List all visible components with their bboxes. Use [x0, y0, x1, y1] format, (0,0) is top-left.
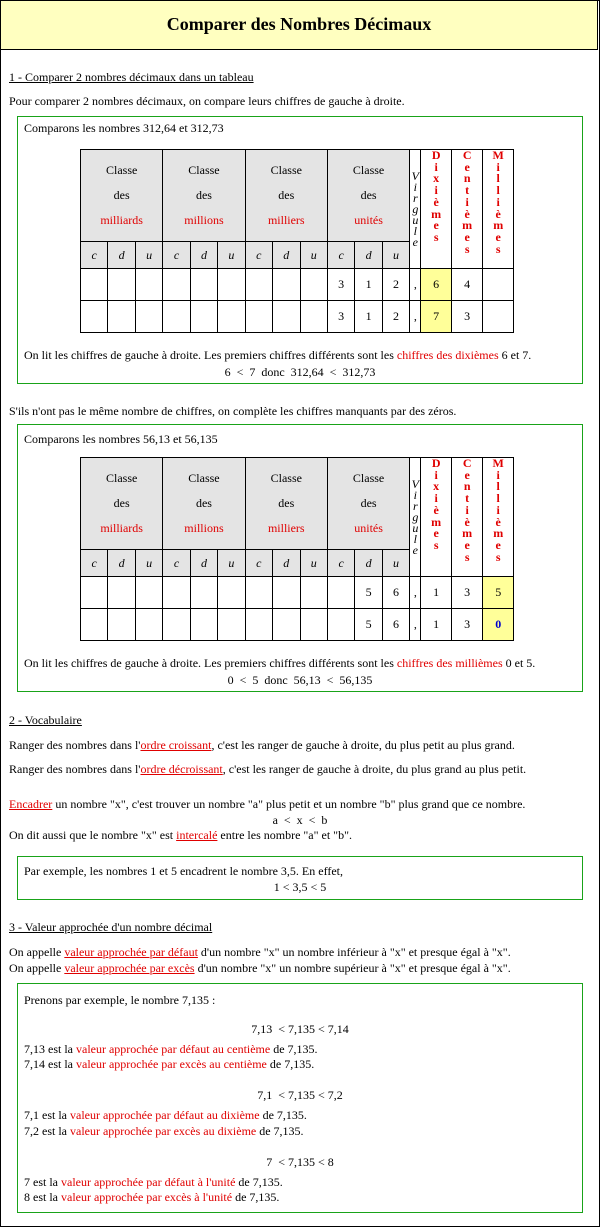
- table-cell: [135, 301, 162, 333]
- table-cell: 1: [421, 577, 451, 609]
- table-cell: 5: [483, 577, 514, 609]
- table-cell: [245, 301, 272, 333]
- class-header-2: Classe des milliers: [245, 458, 327, 550]
- approx-centieme-exces: 7,14 est la valeur approchée par excès au centième de 7,135.: [24, 1057, 315, 1071]
- table-cell: 2: [382, 269, 409, 301]
- class-header-0: Classe des milliards: [81, 458, 163, 550]
- table-cell: 6: [382, 577, 409, 609]
- table-cell: [327, 577, 354, 609]
- example2-title: Comparons les nombres 56,13 et 56,135: [24, 432, 218, 446]
- table-cell: ,: [410, 609, 421, 641]
- table-cell: [273, 577, 300, 609]
- subcolumn-label: c: [81, 550, 108, 577]
- encadrer-formula: a < x < b: [272, 813, 328, 827]
- section2-heading: 2 - Vocabulaire: [9, 713, 82, 727]
- virgule-header: V i r g u l e: [410, 150, 421, 269]
- virgule-header: V i r g u l e: [410, 458, 421, 577]
- table-cell: 2: [382, 301, 409, 333]
- table-cell: [81, 269, 108, 301]
- milliemes-header: M i l l i è m e s: [483, 458, 514, 577]
- dixiemes-header: D i x i è m e s: [421, 150, 451, 269]
- encadrer-link[interactable]: Encadrer: [9, 797, 53, 811]
- example1-text: On lit les chiffres de gauche à droite. Les premiers chiffres différents sont les chiffres des dixièmes 6 et 7.: [24, 348, 532, 362]
- table-cell: 1: [421, 609, 451, 641]
- class-header-1: Classe des millions: [163, 458, 245, 550]
- class-header-2: Classe des milliers: [245, 150, 327, 242]
- subcolumn-label: d: [190, 242, 217, 269]
- table-cell: [483, 269, 514, 301]
- subcolumn-label: d: [108, 242, 135, 269]
- table-cell: [327, 609, 354, 641]
- approx-dixieme-formula: 7,1 < 7,135 < 7,2: [257, 1088, 343, 1102]
- encadrer-text: Encadrer un nombre "x", c'est trouver un nombre "a" plus petit et un nombre "b" plus grand que ce nombre.: [9, 797, 526, 811]
- subcolumn-label: c: [245, 242, 272, 269]
- table-cell: ,: [410, 301, 421, 333]
- approx-dixieme-exces: 7,2 est la valeur approchée par excès au dixième de 7,135.: [24, 1124, 304, 1138]
- subcolumn-label: c: [327, 550, 354, 577]
- table-cell: ,: [410, 269, 421, 301]
- table-cell: [218, 609, 245, 641]
- intercale-link[interactable]: intercalé: [176, 828, 218, 842]
- table-cell: 3: [451, 609, 483, 641]
- table-cell: [483, 301, 514, 333]
- example2-text: On lit les chiffres de gauche à droite. Les premiers chiffres différents sont les chiffres des millièmes 0 et 5.: [24, 656, 536, 670]
- approx-dixieme-defaut: 7,1 est la valeur approchée par défaut au dixième de 7,135.: [24, 1108, 307, 1122]
- section1-heading: 1 - Comparer 2 nombres décimaux dans un tableau: [9, 70, 254, 84]
- intercale-text: On dit aussi que le nombre "x" est intercalé entre les nombre "a" et "b".: [9, 828, 352, 842]
- table-cell: [81, 301, 108, 333]
- example2-conclusion: 0 < 5 donc 56,13 < 56,135: [227, 673, 373, 687]
- table-cell: [218, 301, 245, 333]
- approx-unite-exces: 8 est la valeur approchée par excès à l'unité de 7,135.: [24, 1190, 280, 1204]
- table-cell: ,: [410, 577, 421, 609]
- subcolumn-label: d: [273, 550, 300, 577]
- section3-heading: 3 - Valeur approchée d'un nombre décimal: [9, 920, 213, 934]
- table-cell: [108, 577, 135, 609]
- subcolumn-label: u: [300, 550, 327, 577]
- subcolumn-label: u: [135, 550, 162, 577]
- place-value-table-1: [80, 149, 514, 333]
- subcolumn-label: d: [273, 242, 300, 269]
- table-cell: [273, 609, 300, 641]
- approx-centieme-formula: 7,13 < 7,135 < 7,14: [251, 1022, 349, 1036]
- table-cell: [300, 269, 327, 301]
- class-header-0: Classe des milliards: [81, 150, 163, 242]
- table-cell: [108, 301, 135, 333]
- table-cell: 0: [483, 609, 514, 641]
- table-cell: 3: [327, 301, 354, 333]
- class-header-3: Classe des unités: [327, 458, 409, 550]
- class-header-1: Classe des millions: [163, 150, 245, 242]
- table-cell: [218, 269, 245, 301]
- table-cell: 1: [355, 301, 382, 333]
- approx-centieme-defaut: 7,13 est la valeur approchée par défaut au centième de 7,135.: [24, 1042, 318, 1056]
- dixiemes-header: D i x i è m e s: [421, 458, 451, 577]
- table-cell: [135, 609, 162, 641]
- subcolumn-label: u: [382, 242, 409, 269]
- defaut-definition: On appelle valeur approchée par défaut d'un nombre "x" un nombre inférieur à "x" et presque égal à "x".: [9, 945, 511, 959]
- table-cell: 4: [451, 269, 483, 301]
- subcolumn-label: d: [108, 550, 135, 577]
- section1-intro: Pour comparer 2 nombres décimaux, on compare leurs chiffres de gauche à droite.: [9, 94, 405, 108]
- subcolumn-label: c: [245, 550, 272, 577]
- table-cell: [190, 577, 217, 609]
- centiemes-header: C e n t i è m e s: [451, 458, 483, 577]
- subcolumn-label: u: [135, 242, 162, 269]
- encadrer-example-formula: 1 < 3,5 < 5: [273, 880, 327, 894]
- subcolumn-label: c: [163, 550, 190, 577]
- example1-conclusion: 6 < 7 donc 312,64 < 312,73: [224, 365, 376, 379]
- table-cell: [245, 577, 272, 609]
- table-cell: 1: [355, 269, 382, 301]
- approx-unite-defaut: 7 est la valeur approchée par défaut à l'unité de 7,135.: [24, 1175, 283, 1189]
- subcolumn-label: d: [355, 242, 382, 269]
- table-cell: [163, 577, 190, 609]
- table-cell: 7: [421, 301, 451, 333]
- approx-example-title: Prenons par exemple, le nombre 7,135 :: [24, 993, 216, 1007]
- table-cell: [300, 301, 327, 333]
- subcolumn-label: u: [300, 242, 327, 269]
- valeur-defaut-link[interactable]: valeur approchée par défaut: [64, 945, 198, 959]
- table-cell: [108, 269, 135, 301]
- table-cell: [300, 577, 327, 609]
- table-cell: 5: [355, 577, 382, 609]
- table-cell: 3: [451, 577, 483, 609]
- table-cell: [245, 269, 272, 301]
- table-cell: [218, 577, 245, 609]
- table-cell: [135, 577, 162, 609]
- ordre-croissant-link[interactable]: ordre croissant: [140, 738, 212, 752]
- table-cell: 3: [451, 301, 483, 333]
- table-cell: 6: [421, 269, 451, 301]
- subcolumn-label: d: [190, 550, 217, 577]
- croissant-text: Ranger des nombres dans l'ordre croissant, c'est les ranger de gauche à droite, du plus petit au plus grand.: [9, 738, 515, 752]
- subcolumn-label: u: [382, 550, 409, 577]
- ordre-decroissant-link[interactable]: ordre décroissant: [140, 762, 223, 776]
- missing-digits-text: S'ils n'ont pas le même nombre de chiffres, on complète les chiffres manquants par des zéros.: [9, 404, 457, 418]
- subcolumn-label: c: [81, 242, 108, 269]
- exces-definition: On appelle valeur approchée par excès d'un nombre "x" un nombre supérieur à "x" et presque égal à "x".: [9, 961, 511, 975]
- table-cell: [163, 301, 190, 333]
- milliemes-header: M i l l i è m e s: [483, 150, 514, 269]
- place-value-table-2: [80, 457, 514, 641]
- table-cell: 6: [382, 609, 409, 641]
- table-cell: [81, 577, 108, 609]
- subcolumn-label: c: [163, 242, 190, 269]
- table-cell: 3: [327, 269, 354, 301]
- table-cell: [163, 609, 190, 641]
- decroissant-text: Ranger des nombres dans l'ordre décroissant, c'est les ranger de gauche à droite, du plus grand au plus petit.: [9, 762, 527, 776]
- valeur-exces-link[interactable]: valeur approchée par excès: [64, 961, 195, 975]
- table-cell: [300, 609, 327, 641]
- table-cell: 5: [355, 609, 382, 641]
- subcolumn-label: u: [218, 242, 245, 269]
- table-cell: [245, 609, 272, 641]
- subcolumn-label: u: [218, 550, 245, 577]
- subcolumn-label: d: [355, 550, 382, 577]
- subcolumn-label: c: [327, 242, 354, 269]
- example1-title: Comparons les nombres 312,64 et 312,73: [24, 121, 224, 135]
- approx-unite-formula: 7 < 7,135 < 8: [266, 1155, 334, 1169]
- table-cell: [273, 269, 300, 301]
- table-cell: [190, 269, 217, 301]
- centiemes-header: C e n t i è m e s: [451, 150, 483, 269]
- table-cell: [163, 269, 190, 301]
- table-cell: [135, 269, 162, 301]
- encadrer-example-text: Par exemple, les nombres 1 et 5 encadrent le nombre 3,5. En effet,: [24, 864, 344, 878]
- class-header-3: Classe des unités: [327, 150, 409, 242]
- table-cell: [273, 301, 300, 333]
- table-cell: [190, 301, 217, 333]
- table-cell: [81, 609, 108, 641]
- table-cell: [108, 609, 135, 641]
- table-cell: [190, 609, 217, 641]
- page-title: Comparer des Nombres Décimaux: [0, 0, 598, 50]
